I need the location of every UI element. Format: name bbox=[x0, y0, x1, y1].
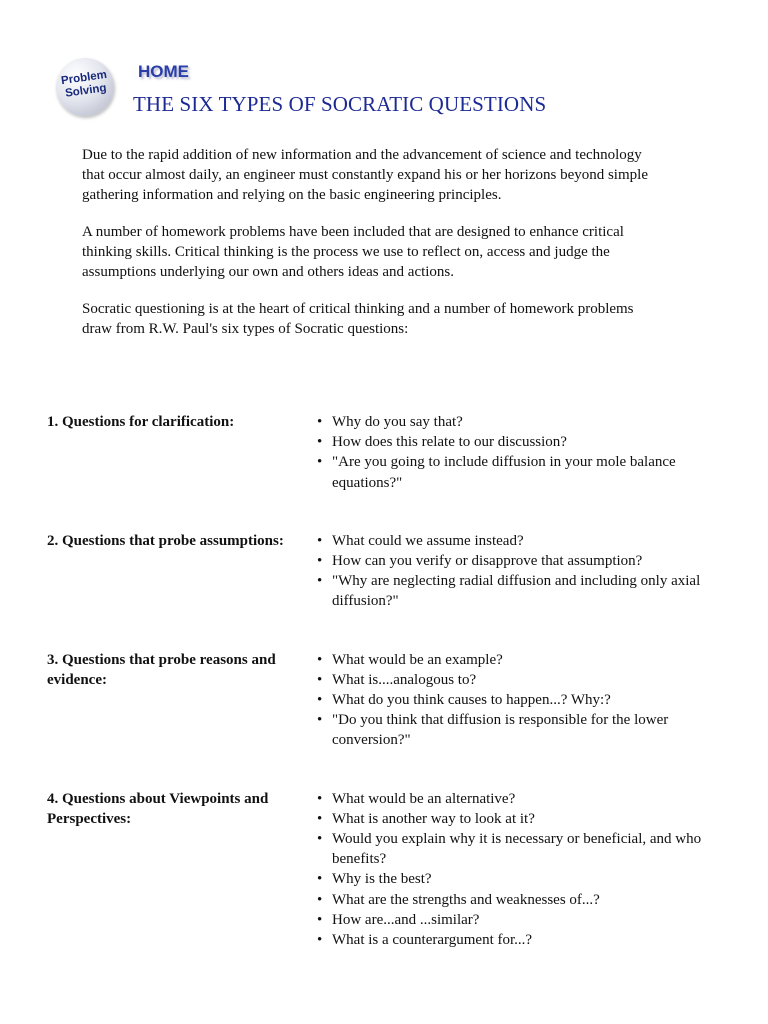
intro-paragraph: A number of homework problems have been included that are designed to enhance critical thinking skills. Critical thinking is the process we use to reflect on, access and judge the assumptions underlying our own and others ideas and actions. bbox=[82, 224, 624, 280]
page-title: THE SIX TYPES OF SOCRATIC QUESTIONS bbox=[133, 92, 547, 116]
question-types-table bbox=[47, 412, 707, 950]
question-item: • What is a counterargument for...? bbox=[317, 930, 707, 950]
question-type-row bbox=[47, 531, 707, 650]
question-item: • "Are you going to include diffusion in your mole balance equations?" bbox=[317, 452, 707, 492]
question-list bbox=[317, 531, 707, 612]
question-item: • What would be an example? bbox=[317, 650, 707, 670]
question-item: • "Do you think that diffusion is responsible for the lower conversion?" bbox=[317, 710, 707, 750]
home-link[interactable]: HOME bbox=[138, 62, 189, 81]
question-item: • What do you think causes to happen...? Why:? bbox=[317, 690, 707, 710]
intro-section bbox=[82, 145, 657, 356]
question-item: • How are...and ...similar? bbox=[317, 910, 707, 930]
question-item: • "Why are neglecting radial diffusion and including only axial diffusion?" bbox=[317, 571, 707, 611]
intro-paragraph: Due to the rapid addition of new information and the advancement of science and technology that occur almost daily, an engineer must constantly expand his or her horizons beyond simple gathering information and relying on the basic engineering principles. bbox=[82, 147, 648, 203]
question-list bbox=[317, 789, 707, 951]
logo-text bbox=[54, 68, 115, 102]
logo-text-line1: Problem bbox=[60, 68, 108, 88]
question-item: • What would be an alternative? bbox=[317, 789, 707, 809]
question-item: • What is....analogous to? bbox=[317, 670, 707, 690]
logo-text-line2: Solving bbox=[64, 82, 108, 100]
question-item: • How can you verify or disapprove that assumption? bbox=[317, 551, 707, 571]
question-list bbox=[317, 650, 707, 751]
question-list bbox=[317, 412, 707, 493]
question-item: • How does this relate to our discussion? bbox=[317, 432, 707, 452]
question-item: • What are the strengths and weaknesses of...? bbox=[317, 890, 707, 910]
question-category: 2. Questions that probe assumptions: bbox=[47, 532, 284, 549]
question-type-row bbox=[47, 650, 707, 789]
question-type-row bbox=[47, 789, 707, 951]
question-category: 4. Questions about Viewpoints and Perspectives: bbox=[47, 790, 269, 828]
question-type-row bbox=[47, 412, 707, 531]
question-item: • What could we assume instead? bbox=[317, 531, 707, 551]
problem-solving-logo bbox=[56, 58, 114, 116]
question-item: • Would you explain why it is necessary or beneficial, and who benefits? bbox=[317, 829, 707, 869]
question-category: 1. Questions for clarification: bbox=[47, 414, 235, 430]
intro-paragraph: Socratic questioning is at the heart of critical thinking and a number of homework problems draw from R.W. Paul's six types of Socratic questions: bbox=[82, 301, 634, 337]
question-item: • What is another way to look at it? bbox=[317, 809, 707, 829]
question-category: 3. Questions that probe reasons and evidence: bbox=[47, 651, 276, 689]
question-item: • Why do you say that? bbox=[317, 412, 707, 432]
question-item: • Why is the best? bbox=[317, 869, 707, 889]
